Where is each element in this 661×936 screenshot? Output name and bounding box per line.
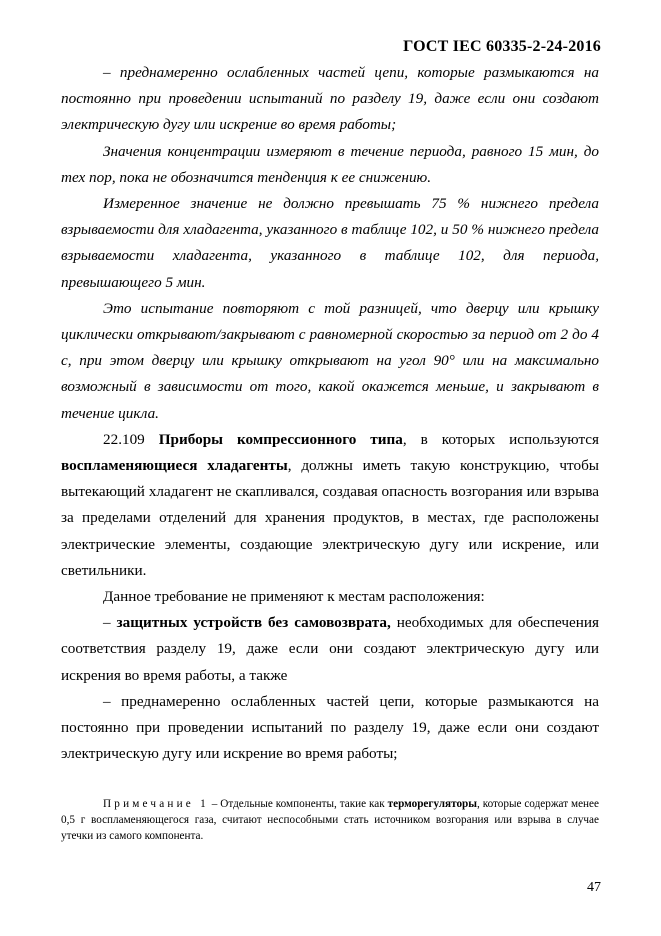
paragraph-requirement-exemption: Данное требование не применяют к местам расположения:: [103, 588, 485, 606]
page-number: 47: [587, 880, 601, 895]
paragraph-measured-value-limit: Измеренное значение не должно превышать 75 % нижнего предела взрываемости для хладагента, указанного в таблице 102, и 50 % нижнего предела взрываемости хладагента, указанного в таблице 102, для периода, превышающего 5 мин.: [61, 195, 599, 291]
protective-devices-text: необходимых для обеспечения соответствия разделу 19, даже если они создают электрическую дугу или искрения во время работы, а также: [61, 614, 600, 684]
paragraph-protective-devices: [61, 610, 599, 689]
list-dash: –: [103, 614, 117, 632]
clause-bold-term-1: Приборы компрессионного типа: [158, 430, 403, 448]
note-paragraph: [61, 796, 599, 845]
paragraph-test-repetition: Это испытание повторяют с той разницей, что дверцу или крышку циклически открывают/закрывают с равномерной скоростью за период от 2 до 4 с, при этом дверцу или крышку открывают на угол 90° или на максимально возможный в зависимости от того, какой окажется меньше, и закрывают в течение цикла.: [61, 299, 599, 422]
note-bold-term: терморегуляторы: [387, 798, 477, 810]
clause-number: 22.109: [103, 430, 145, 448]
clause-bold-term-2: воспламеняющиеся хладагенты: [61, 457, 288, 475]
paragraph-clause-22-109: [61, 427, 599, 584]
paragraph-weakened-parts: – преднамеренно ослабленных частей цепи, которые размыкаются на постоянно при проведении испытаний по разделу 19, даже если они создают электрическую дугу или искрение во время работы;: [61, 692, 599, 763]
clause-text-mid: , в которых используются: [402, 430, 600, 448]
note-block: [61, 796, 599, 845]
clause-text-rest: , должны иметь такую конструкцию, чтобы вытекающий хладагент не скапливался, создавая опасность возгорания или взрыва за пределами отделений для хранения продуктов, в местах, где расположены электрические элементы, создающие электрическую дугу или искрение, или светильники.: [61, 457, 600, 579]
document-body: [61, 60, 599, 767]
paragraph-weakened-parts-italic: – преднамеренно ослабленных частей цепи, которые размыкаются на постоянно при проведении испытаний по разделу 19, даже если они создают электрическую дугу или искрение во время работы;: [61, 64, 599, 134]
note-text-after: , которые содержат менее 0,5 г воспламеняющегося газа, считают неспособными стать источником возгорания или взрыва в случае утечки из самого компонента.: [61, 798, 599, 843]
protective-devices-term: защитных устройств без самовозврата,: [116, 614, 391, 632]
note-text-before: – Отдельные компоненты, такие как: [208, 798, 388, 810]
paragraph-concentration-measurement: Значения концентрации измеряют в течение периода, равного 15 мин, до тех пор, пока не обозначится тенденция к ее снижению.: [61, 142, 599, 186]
document-header: ГОСТ IEC 60335-2-24-2016: [403, 38, 601, 55]
note-label: Примечание 1: [103, 798, 209, 810]
